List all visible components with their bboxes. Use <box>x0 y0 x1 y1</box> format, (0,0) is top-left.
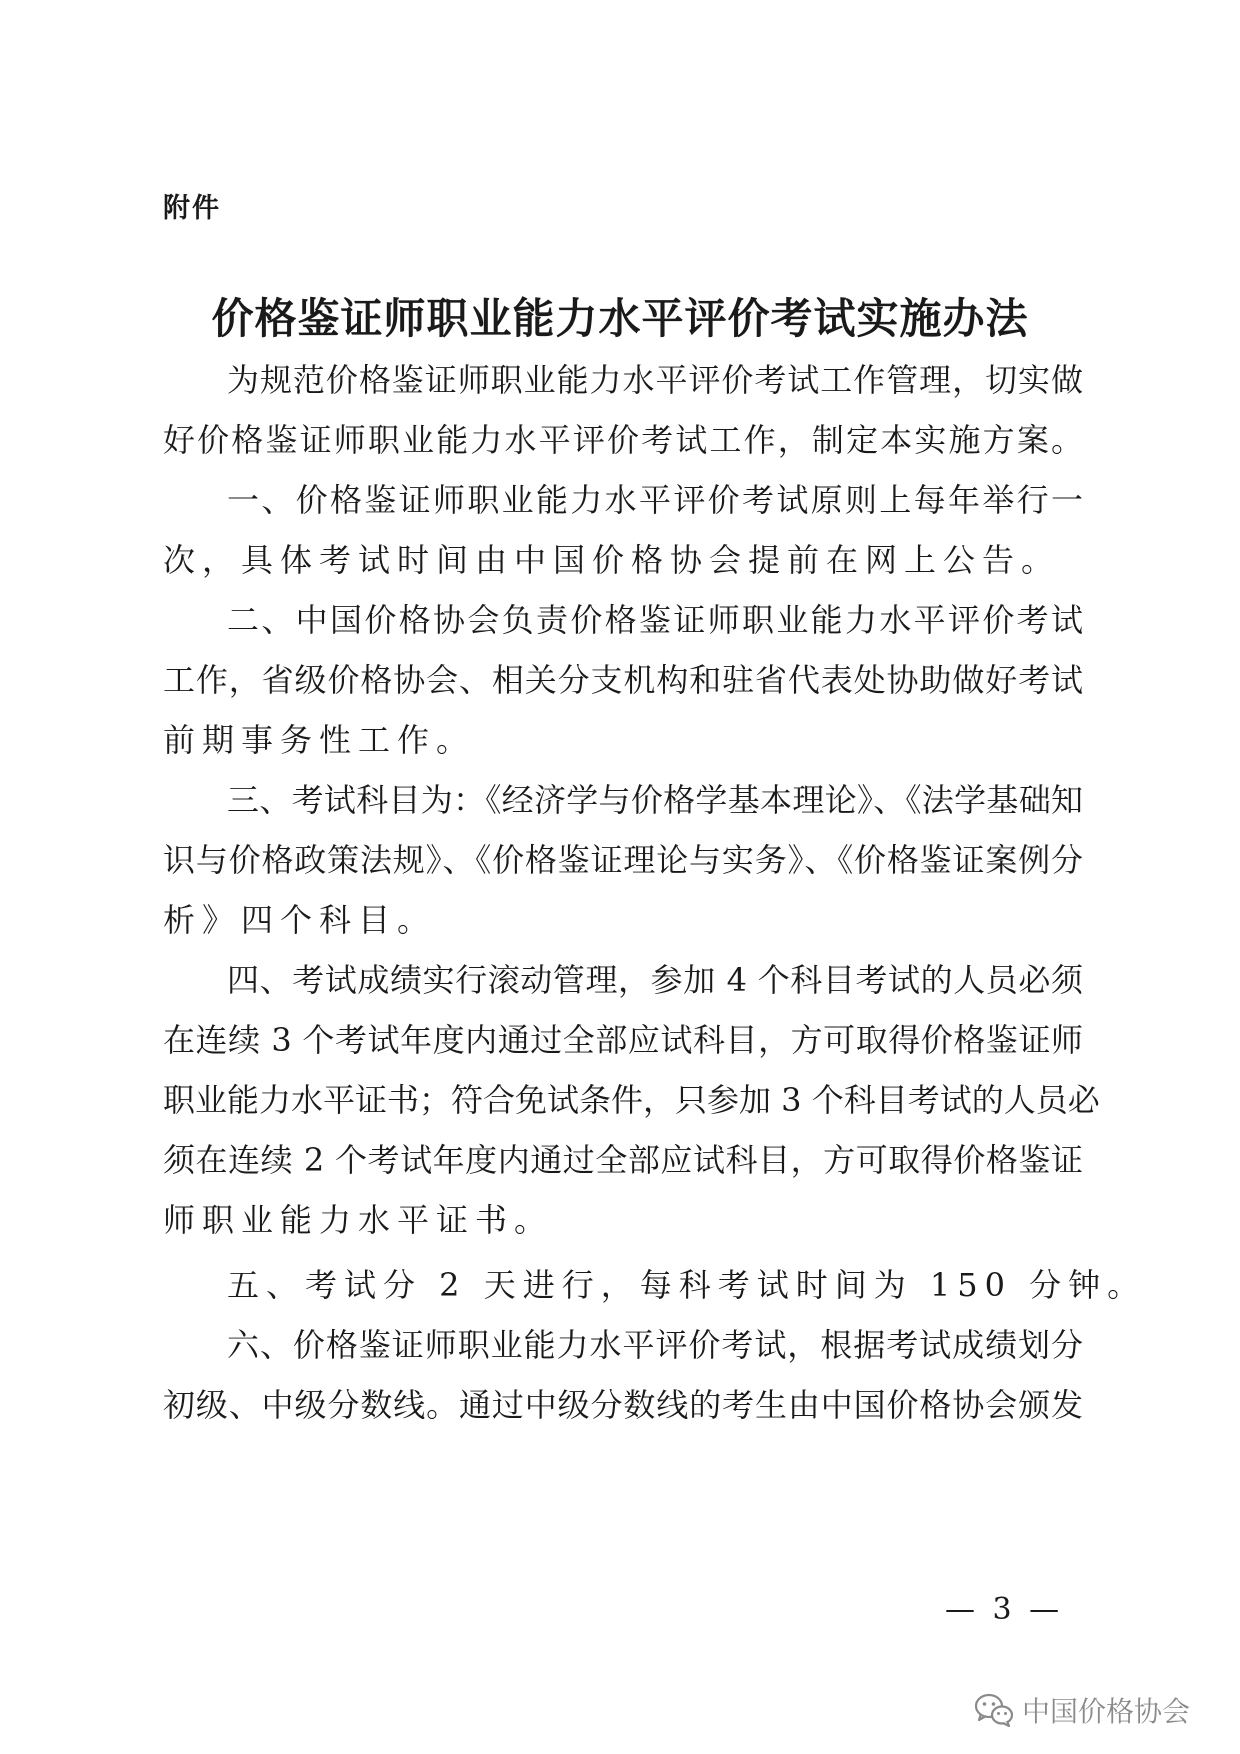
body-line: 职业能力水平证书；符合免试条件，只参加 3 个科目考试的人员必 <box>163 1081 1100 1119</box>
source-label: 中国价格协会 <box>1022 1695 1191 1728</box>
document-title: 价格鉴证师职业能力水平评价考试实施办法 <box>211 294 1029 343</box>
body-line: 一、价格鉴证师职业能力水平评价考试原则上每年举行一 <box>227 481 1083 519</box>
body-line: 四、考试成绩实行滚动管理，参加 4 个科目考试的人员必须 <box>227 961 1083 999</box>
body-line: 析》四个科目。 <box>163 901 437 939</box>
source-watermark <box>974 1690 1190 1730</box>
body-line: 次，具体考试时间由中国价格协会提前在网上公告。 <box>163 541 1061 579</box>
body-line: 识与价格政策法规》、《价格鉴证理论与实务》、《价格鉴证案例分 <box>163 841 1083 879</box>
body-line: 为规范价格鉴证师职业能力水平评价考试工作管理，切实做 <box>227 361 1083 399</box>
body-line: 初级、中级分数线。通过中级分数线的考生由中国价格协会颁发 <box>163 1386 1083 1424</box>
body-line: 二、中国价格协会负责价格鉴证师职业能力水平评价考试 <box>227 601 1083 639</box>
body-line: 五、考试分 2 天进行，每科考试时间为 150 分钟。 <box>227 1266 1147 1304</box>
body-line: 师职业能力水平证书。 <box>163 1201 554 1239</box>
body-line: 三、考试科目为：《经济学与价格学基本理论》、《法学基础知 <box>227 781 1083 819</box>
body-line: 好价格鉴证师职业能力水平评价考试工作，制定本实施方案。 <box>163 421 1083 459</box>
body-line: 前期事务性工作。 <box>163 721 476 759</box>
attachment-label: 附件 <box>163 193 221 224</box>
body-line: 工作，省级价格协会、相关分支机构和驻省代表处协助做好考试 <box>163 661 1083 699</box>
body-line: 须在连续 2 个考试年度内通过全部应试科目，方可取得价格鉴证 <box>163 1141 1083 1179</box>
body-line: 在连续 3 个考试年度内通过全部应试科目，方可取得价格鉴证师 <box>163 1021 1083 1059</box>
body-line: 六、价格鉴证师职业能力水平评价考试，根据考试成绩划分 <box>227 1326 1083 1364</box>
wechat-icon <box>974 1693 1014 1727</box>
page-number: — 3 — <box>945 1592 1064 1627</box>
